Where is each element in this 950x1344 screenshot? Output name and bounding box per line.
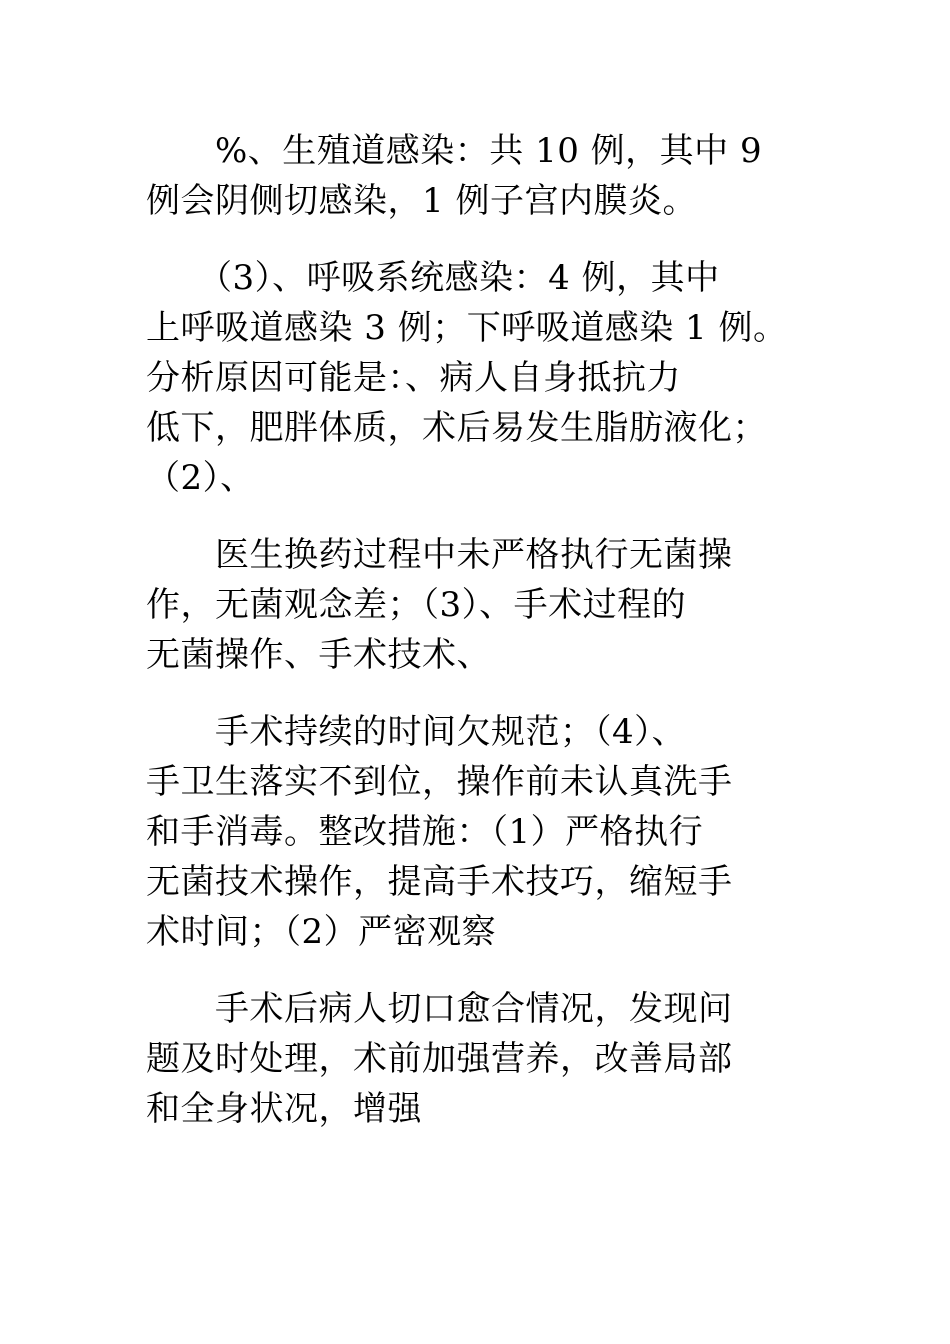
text-line: %、生殖道感染：共 10 例，其中 9 — [146, 131, 763, 171]
text-line: （3）、呼吸系统感染：4 例，其中 — [146, 258, 720, 298]
text-line: （2）、 — [146, 458, 255, 498]
text-line: 手卫生落实不到位，操作前未认真洗手 — [146, 762, 733, 802]
text-line: 低下，肥胖体质，术后易发生脂肪液化； — [146, 408, 767, 448]
text-line: 手术后病人切口愈合情况，发现问 — [146, 989, 733, 1029]
text-line: 分析原因可能是：、病人自身抵抗力 — [146, 358, 681, 398]
text-line: 术时间；（2）严密观察 — [146, 912, 497, 952]
document-body — [146, 126, 826, 1134]
paragraph-corrective-measures — [146, 707, 826, 957]
text-line: 和全身状况，增强 — [146, 1089, 422, 1129]
text-line: 无菌操作、手术技术、 — [146, 635, 491, 675]
text-line: 无菌技术操作，提高手术技巧，缩短手 — [146, 862, 733, 902]
text-line: 例会阴侧切感染，1 例子宫内膜炎。 — [146, 181, 697, 221]
paragraph-genital-infection — [146, 126, 826, 226]
paragraph-dressing-change — [146, 530, 826, 680]
text-line: 医生换药过程中未严格执行无菌操 — [146, 535, 733, 575]
text-line: 题及时处理，术前加强营养，改善局部 — [146, 1039, 733, 1079]
paragraph-postoperative-care — [146, 984, 826, 1134]
text-line: 手术持续的时间欠规范；（4）、 — [146, 712, 687, 752]
paragraph-respiratory-infection — [146, 253, 826, 503]
text-line: 上呼吸道感染 3 例；下呼吸道感染 1 例。 — [146, 308, 788, 348]
text-line: 作，无菌观念差；（3）、手术过程的 — [146, 585, 687, 625]
text-line: 和手消毒。整改措施：（1）严格执行 — [146, 812, 704, 852]
